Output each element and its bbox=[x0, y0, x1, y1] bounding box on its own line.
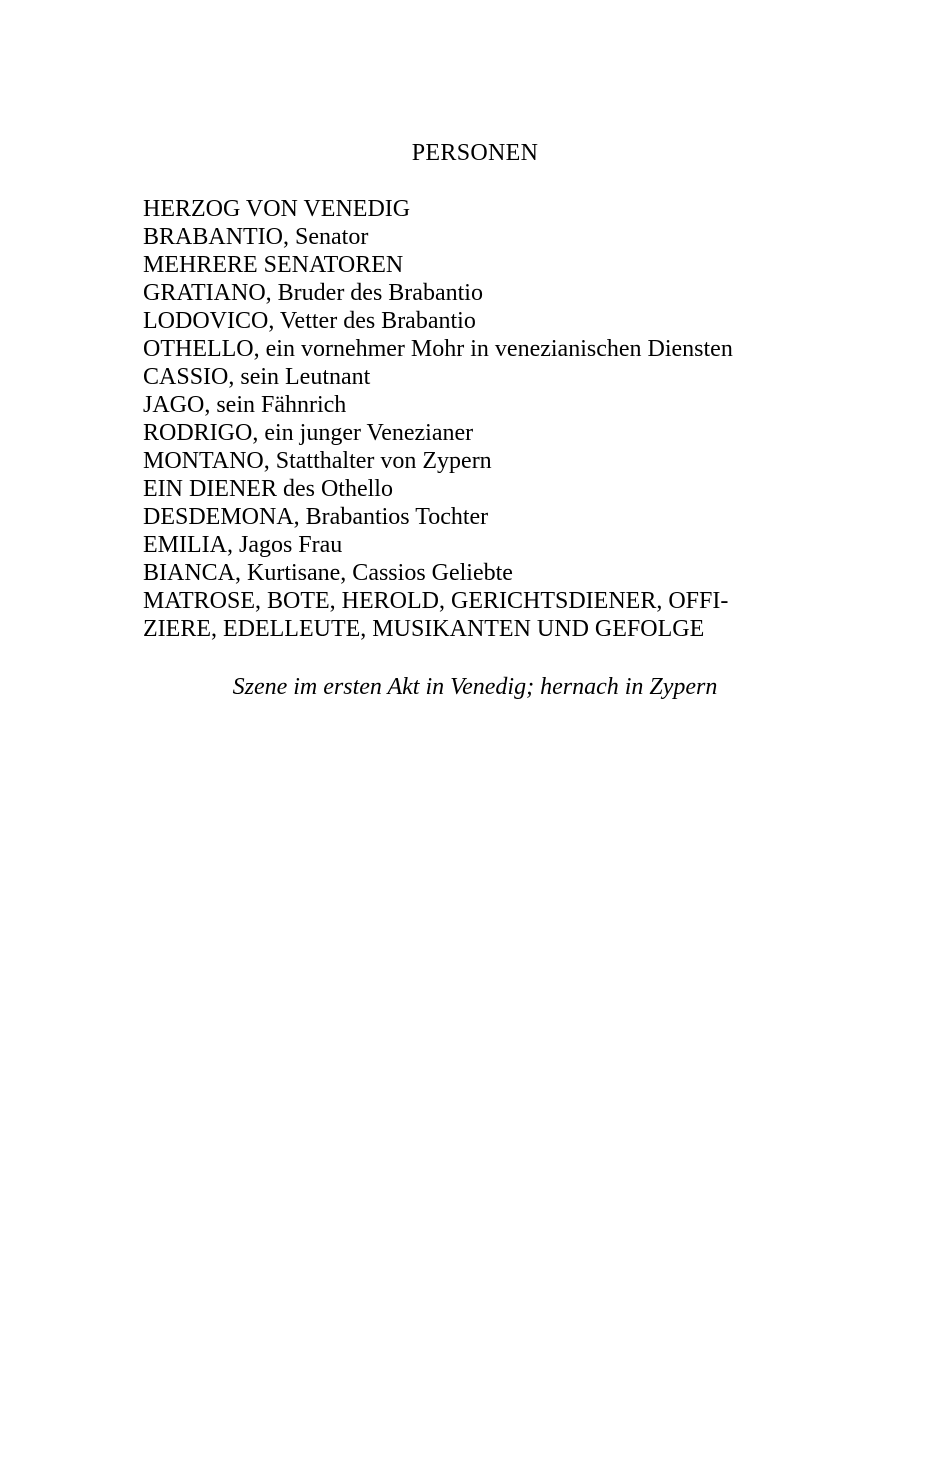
cast-line: ZIERE, EDELLEUTE, MUSIKANTEN UND GEFOLGE bbox=[143, 616, 705, 642]
cast-line: JAGO, sein Fähnrich bbox=[143, 392, 347, 418]
scene-setting: Szene im ersten Akt in Venedig; hernach in Zypern bbox=[232, 674, 718, 700]
cast-line: LODOVICO, Vetter des Brabantio bbox=[143, 308, 476, 334]
cast-line: BRABANTIO, Senator bbox=[143, 224, 369, 250]
cast-line: HERZOG VON VENEDIG bbox=[143, 196, 411, 222]
cast-line: RODRIGO, ein junger Venezianer bbox=[143, 420, 474, 446]
cast-line: OTHELLO, ein vornehmer Mohr in venezianischen Diensten bbox=[143, 336, 733, 362]
cast-line: GRATIANO, Bruder des Brabantio bbox=[143, 280, 483, 306]
cast-line: MONTANO, Statthalter von Zypern bbox=[143, 448, 492, 474]
page-heading: PERSONEN bbox=[411, 140, 539, 166]
cast-list bbox=[143, 195, 823, 643]
cast-line: MATROSE, BOTE, HEROLD, GERICHTSDIENER, OFFI- bbox=[143, 588, 729, 614]
cast-line: EIN DIENER des Othello bbox=[143, 476, 393, 502]
cast-line: DESDEMONA, Brabantios Tochter bbox=[143, 504, 489, 530]
cast-line: CASSIO, sein Leutnant bbox=[143, 364, 371, 390]
cast-line: MEHRERE SENATOREN bbox=[143, 252, 404, 278]
cast-line: BIANCA, Kurtisane, Cassios Geliebte bbox=[143, 560, 513, 586]
cast-line: EMILIA, Jagos Frau bbox=[143, 532, 343, 558]
